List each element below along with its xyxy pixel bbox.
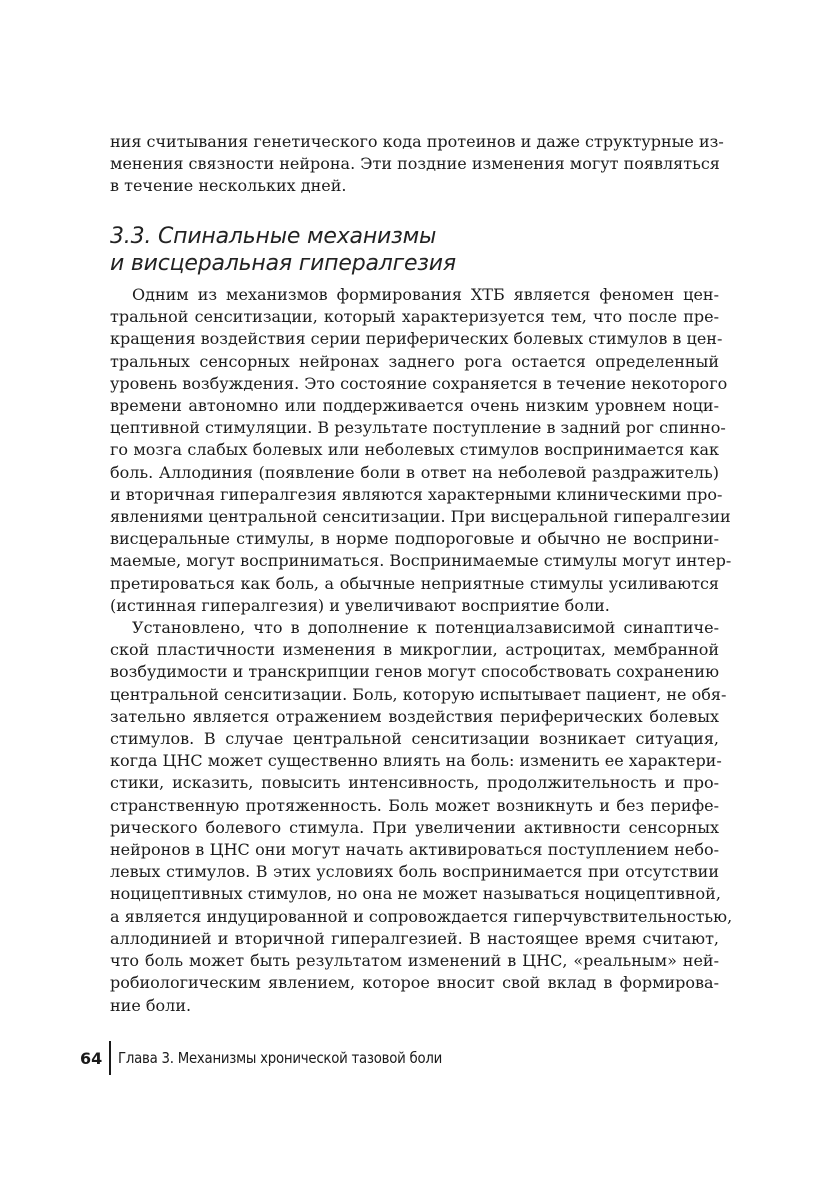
running-chapter-title: Глава 3. Механизмы хронической тазовой боли (118, 1049, 443, 1067)
continued-paragraph (110, 131, 724, 198)
text-line: времени автономно или поддерживается очень низким уровнем ноци- (110, 396, 719, 416)
text-line: ние боли. (110, 995, 192, 1015)
text-line: нейронов в ЦНС они могут начать активироваться поступлением небо- (110, 840, 719, 860)
text-line: возбудимости и транскрипции генов могут способствовать сохранению (110, 662, 719, 682)
text-line: когда ЦНС может существенно влиять на боль: изменить ее характери- (110, 751, 722, 771)
text-line: что боль может быть результатом изменений в ЦНС, «реальным» ней- (110, 951, 719, 971)
text-line: центральной сенситизации. Боль, которую испытывает пациент, не обя- (110, 684, 727, 704)
text-line: а является индуцированной и сопровождается гиперчувствительностью, (110, 906, 733, 926)
text-line: Установлено, что в дополнение к потенциалзависимой синаптиче- (132, 618, 719, 638)
text-line: явлениями центральной сенситизации. При висцеральной гипералгезии (110, 507, 731, 527)
text-line: и вторичная гипералгезия являются характерными клиническими про- (110, 484, 723, 504)
text-line: претироваться как боль, а обычные неприятные стимулы усиливаются (110, 573, 719, 593)
text-line: стимулов. В случае центральной сенситизации возникает ситуация, (110, 729, 719, 749)
text-line: в течение нескольких дней. (110, 176, 347, 196)
text-line: цептивной стимуляции. В результате поступление в задний рог спинно- (110, 418, 726, 438)
text-line: странственную протяженность. Боль может возникнуть и без перифе- (110, 795, 719, 815)
text-line: ской пластичности изменения в микроглии, астроцитах, мембранной (110, 640, 719, 660)
text-line: Одним из механизмов формирования ХТБ является феномен цен- (132, 285, 719, 304)
text-line: (истинная гипералгезия) и увеличивают восприятие боли. (110, 595, 610, 615)
footer-divider (109, 1041, 111, 1075)
text-line: го мозга слабых болевых или неболевых стимулов воспринимается как (110, 440, 719, 460)
text-line: тральных сенсорных нейронах заднего рога остается определенный (110, 351, 719, 371)
text-line: стики, исказить, повысить интенсивность, продолжительность и про- (110, 773, 719, 793)
page-footer (80, 1041, 495, 1075)
text-line: висцеральные стимулы, в норме подпороговые и обычно не восприни- (110, 529, 719, 549)
text-line: ния считывания генетического кода протеинов и даже структурные из- (110, 132, 724, 151)
text-line: левых стимулов. В этих условиях боль воспринимается при отсутствии (110, 862, 719, 882)
section-heading-line-1: 3.3. Спинальные механизмы (110, 224, 437, 249)
section-heading-line-2: и висцеральная гипералгезия (110, 251, 456, 276)
paragraph-1 (110, 284, 733, 1017)
text-line: боль. Аллодиния (появление боли в ответ на неболевой раздражитель) (110, 462, 719, 482)
text-line: менения связности нейрона. Эти поздние изменения могут появляться (110, 154, 720, 174)
text-line: ноцицептивных стимулов, но она не может называться ноцицептивной, (110, 884, 721, 904)
page-number: 64 (80, 1048, 103, 1068)
text-line: кращения воздействия серии периферических болевых стимулов в цен- (110, 329, 723, 349)
text-line: уровень возбуждения. Это состояние сохраняется в течение некоторого (110, 373, 728, 393)
text-line: зательно является отражением воздействия периферических болевых (110, 706, 719, 726)
text-line: тральной сенситизации, который характеризуется тем, что после пре- (110, 307, 719, 327)
text-line: маемые, могут восприниматься. Воспринимаемые стимулы могут интер- (110, 551, 732, 571)
text-line: аллодинией и вторичной гипералгезией. В настоящее время считают, (110, 928, 719, 948)
section-heading (110, 223, 710, 277)
text-line: робиологическим явлением, которое вносит свой вклад в формирова- (110, 973, 719, 993)
text-line: рического болевого стимула. При увеличении активности сенсорных (110, 817, 719, 837)
